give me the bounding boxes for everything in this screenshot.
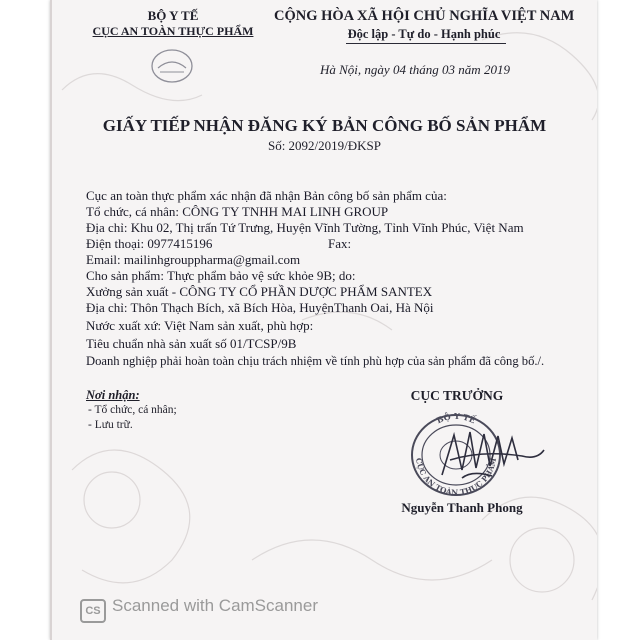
responsibility-line: Doanh nghiệp phải hoàn toàn chịu trách nhiệm về tính phù hợp của sản phẩm đã công bố./. xyxy=(86,354,545,368)
ministry-name: BỘ Y TẾ xyxy=(147,8,199,23)
handwritten-signature xyxy=(432,420,552,490)
signer-name: Nguyễn Thanh Phong xyxy=(401,500,523,515)
svg-text:BỘ Y TẾ: BỘ Y TẾ xyxy=(434,410,478,426)
fax-line: Fax: xyxy=(328,236,352,251)
phone-line: Điện thoại: 0977415196 xyxy=(86,236,213,251)
intro-line: Cục an toàn thực phẩm xác nhận đã nhận Bản công bố sản phẩm của: xyxy=(86,188,447,203)
document-number: Số: 2092/2019/ĐKSP xyxy=(267,138,382,153)
scanner-watermark xyxy=(80,596,318,623)
department-name: CỤC AN TOÀN THỰC PHẨM xyxy=(92,24,254,38)
country-name: CỘNG HÒA XÃ HỘI CHỦ NGHĨA VIỆT NAM xyxy=(274,8,575,24)
recipients-heading: Nơi nhận: xyxy=(86,388,140,402)
organization-line: Tổ chức, cá nhân: CÔNG TY TNHH MAI LINH GROUP xyxy=(86,204,389,219)
document-title: GIẤY TIẾP NHẬN ĐĂNG KÝ BẢN CÔNG BỐ SẢN PHẨM xyxy=(102,116,547,135)
camscanner-logo-icon: CS xyxy=(80,599,106,623)
department-logo xyxy=(150,48,194,84)
product-line: Cho sản phẩm: Thực phẩm bảo vệ sức khỏe 9B; do: xyxy=(86,268,356,283)
national-motto: Độc lập - Tự do - Hạnh phúc xyxy=(347,27,501,41)
origin-line: Nước xuất xứ: Việt Nam sản xuất, phù hợp: xyxy=(86,318,314,333)
issue-date: Hà Nội, ngày 04 tháng 03 năm 2019 xyxy=(320,62,510,77)
svg-text:CỤC AN TOÀN THỰC PHẨM: CỤC AN TOÀN THỰC PHẨM xyxy=(414,457,499,498)
address-line: Địa chỉ: Khu 02, Thị trấn Tứ Trưng, Huyện Vĩnh Tường, Tỉnh Vĩnh Phúc, Việt Nam xyxy=(86,220,524,235)
document-page xyxy=(50,0,597,640)
recipient-item: - Tổ chức, cá nhân; xyxy=(88,404,177,416)
standard-line: Tiêu chuẩn nhà sản xuất số 01/TCSP/9B xyxy=(86,336,297,351)
signer-title: CỤC TRƯỞNG xyxy=(410,388,504,403)
recipient-item: - Lưu trữ. xyxy=(88,419,133,431)
manufacturer-line: Xưởng sản xuất - CÔNG TY CỔ PHẦN DƯỢC PHẨM SANTEX xyxy=(86,284,433,299)
motto-underline xyxy=(346,43,506,44)
scanner-text: Scanned with CamScanner xyxy=(112,596,319,615)
manufacturer-address-line: Địa chỉ: Thôn Thạch Bích, xã Bích Hòa, HuyệnThanh Oai, Hà Nội xyxy=(86,300,434,315)
email-line: Email: mailinhgrouppharma@gmail.com xyxy=(86,252,301,267)
